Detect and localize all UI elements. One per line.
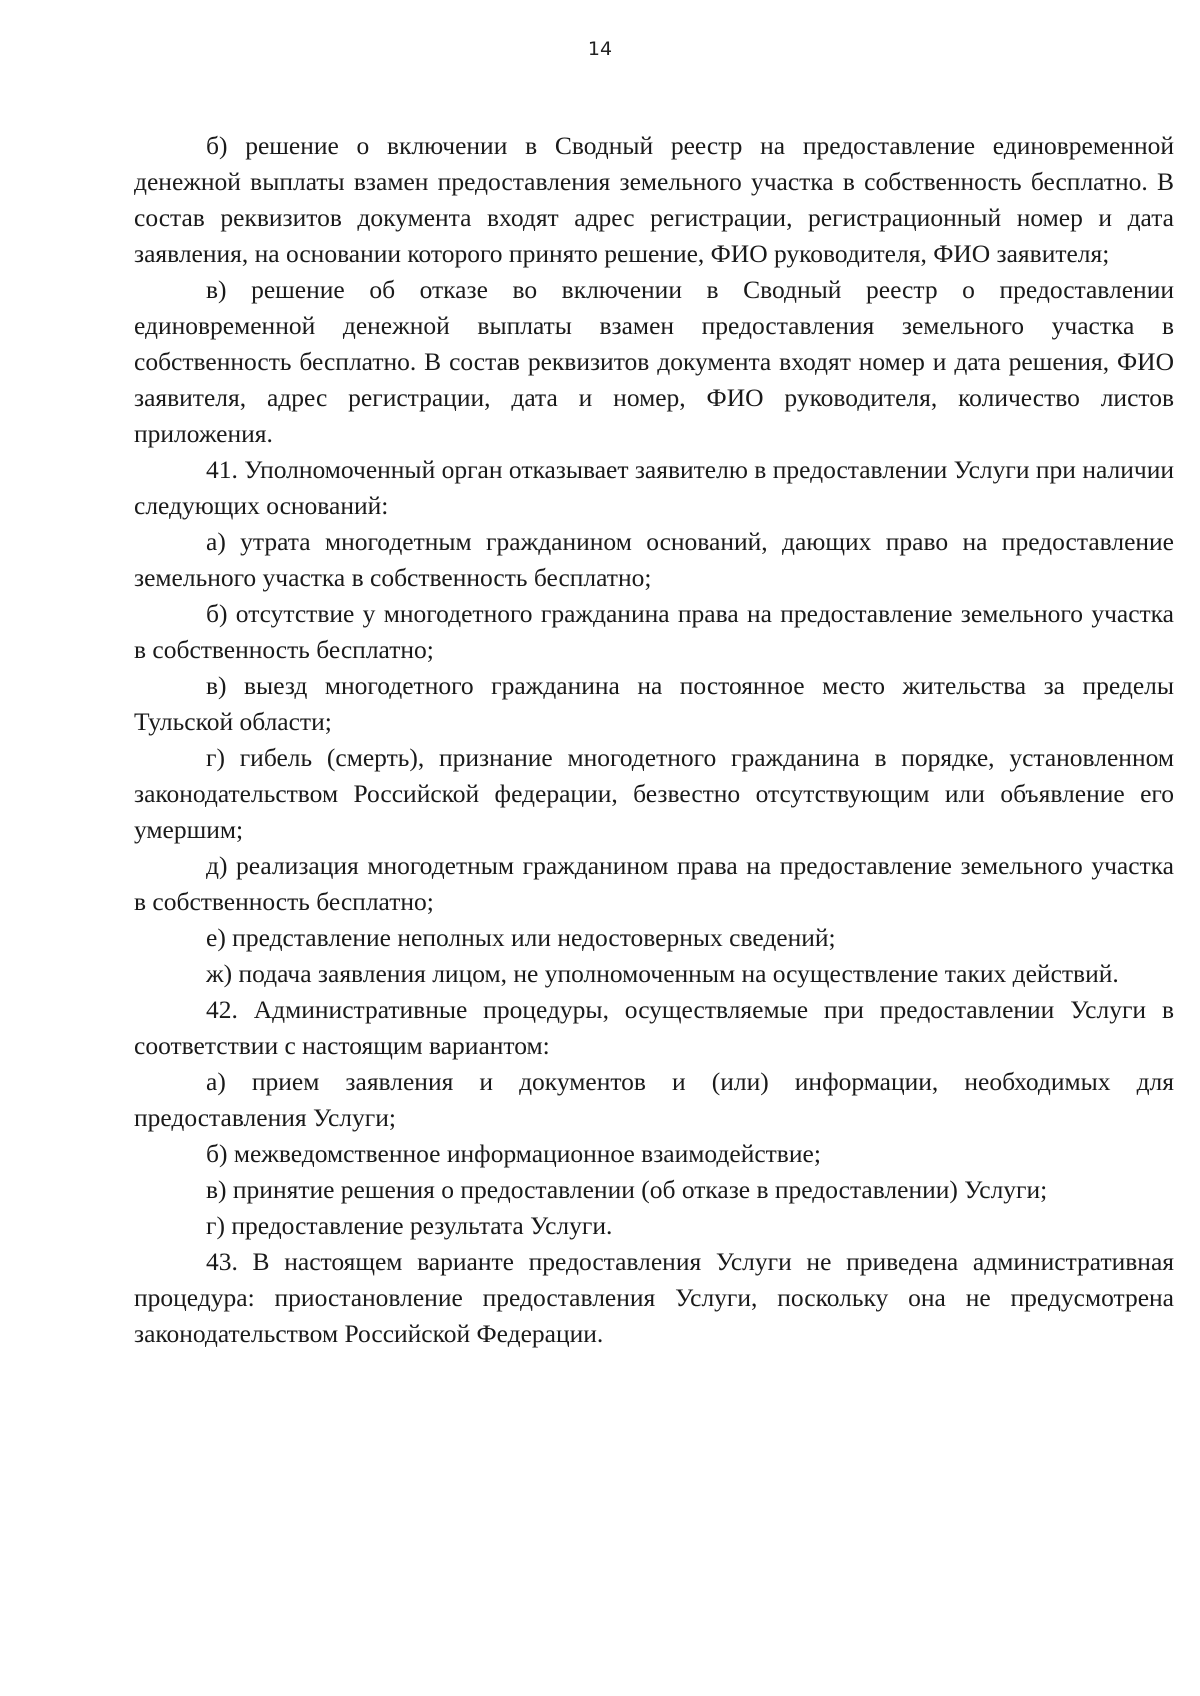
paragraph-41-v: в) выезд многодетного гражданина на постоянное место жительства за пределы Тульской области; <box>134 671 1174 736</box>
page-number: 14 <box>587 38 613 60</box>
paragraph-43: 43. В настоящем варианте предоставления Услуги не приведена административная процедура: приостановление предоставления Услуги, поскольку она не предусмотрена законодательством Российской Федерации. <box>134 1247 1174 1348</box>
paragraph-41-d: д) реализация многодетным гражданином права на предоставление земельного участка в собственность бесплатно; <box>134 851 1174 916</box>
paragraph-41-a: а) утрата многодетным гражданином оснований, дающих право на предоставление земельного участка в собственность бесплатно; <box>134 527 1174 592</box>
paragraph-41-e: е) представление неполных или недостоверных сведений; <box>206 923 836 952</box>
paragraph-v-decision-refusal: в) решение об отказе во включении в Сводный реестр о предоставлении единовременной денежной выплаты взамен предоставления земельного участка в собственность бесплатно. В состав реквизитов документа входят номер и дата решения, ФИО заявителя, адрес регистрации, дата и номер, ФИО руководителя, количество листов приложения. <box>134 275 1174 448</box>
paragraph-42-g: г) предоставление результата Услуги. <box>206 1211 613 1240</box>
paragraph-41-zh: ж) подача заявления лицом, не уполномоченным на осуществление таких действий. <box>206 959 1119 988</box>
paragraph-41-g: г) гибель (смерть), признание многодетного гражданина в порядке, установленном законодательством Российской федерации, безвестно отсутствующим или объявление его умершим; <box>134 743 1174 844</box>
paragraph-42-v: в) принятие решения о предоставлении (об отказе в предоставлении) Услуги; <box>206 1175 1048 1204</box>
paragraph-42-b: б) межведомственное информационное взаимодействие; <box>206 1139 821 1168</box>
paragraph-b-decision-inclusion: б) решение о включении в Сводный реестр на предоставление единовременной денежной выплаты взамен предоставления земельного участка в собственность бесплатно. В состав реквизитов документа входят адрес регистрации, регистрационный номер и дата заявления, на основании которого принято решение, ФИО руководителя, ФИО заявителя; <box>134 131 1174 268</box>
document-body <box>134 128 1174 1352</box>
paragraph-42-heading: 42. Административные процедуры, осуществляемые при предоставлении Услуги в соответствии с настоящим вариантом: <box>134 995 1174 1060</box>
paragraph-41-heading: 41. Уполномоченный орган отказывает заявителю в предоставлении Услуги при наличии следующих оснований: <box>134 455 1174 520</box>
paragraph-41-b: б) отсутствие у многодетного гражданина права на предоставление земельного участка в собственность бесплатно; <box>134 599 1174 664</box>
paragraph-42-a: а) прием заявления и документов и (или) информации, необходимых для предоставления Услуги; <box>134 1067 1174 1132</box>
